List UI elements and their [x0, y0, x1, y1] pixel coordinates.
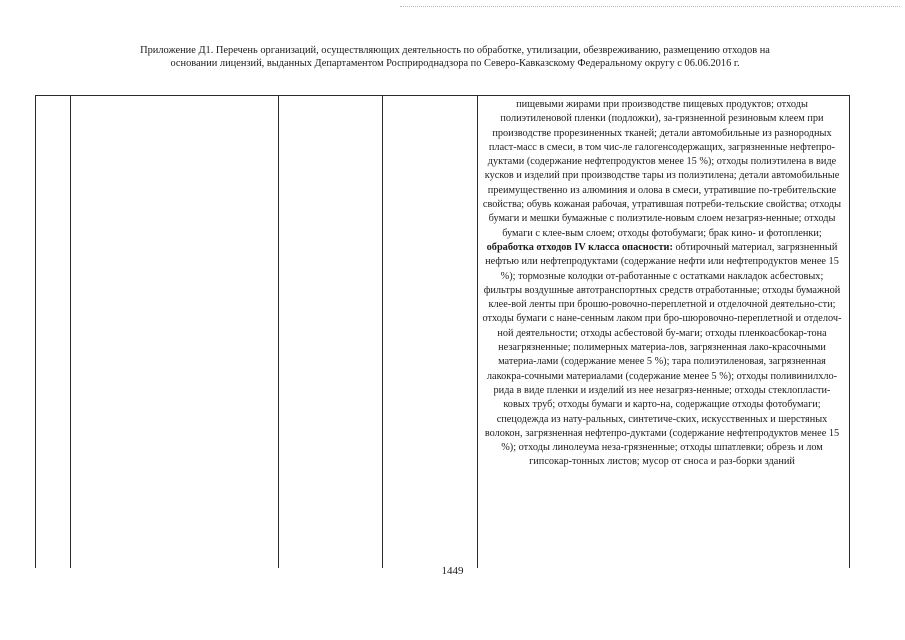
header-line-1: Приложение Д1. Перечень организаций, осуществляющих деятельность по обработке, утилизации, обезвреживанию, размещению отходов на: [140, 45, 770, 56]
waste-list-text: пищевыми жирами при производстве пищевых продуктов; отходы полиэтиленовой пленки (подложки), за-грязненной резиновым клеем при производстве прорезиненных тканей; детали автомобильные из разнородных пласт-масс в смеси, в том чис-ле галогенсодержащих, загрязненные нефтепро-дуктами (содержание нефтепродуктов менее 15 %); отходы полиэтилена в виде кусков и изделий при производстве тары из полиэтилена; детали автомобильные преимущественно из алюминия и олова в смеси, утратившие по-требительские свойства; обувь кожаная рабочая, утратившая потреби-тельские свойства; отходы бумаги и мешки бумажные с полиэтиле-новым слоем незагряз-ненные; отходы бумаги с клее-вым слоем; отходы фотобумаги; брак кино- и фотопленки;: [482, 99, 842, 239]
column-divider: [278, 96, 279, 568]
waste-class-heading: обработка отходов IV класса опасности:: [486, 241, 673, 253]
document-header: [60, 44, 850, 70]
licenses-table: [35, 95, 850, 568]
header-line-2: основании лицензий, выданных Департаментом Росприроднадзора по Северо-Кавказскому Федеральному округу с 06.06.2016 г.: [170, 58, 740, 69]
column-divider: [382, 96, 383, 568]
waste-list-text-continued: обтирочный материал, загрязненный нефтью или нефтепродуктами (содержание нефти или нефтепродуктов менее 15 %); тормозные колодки от-работанные с остатками накладок асбестовых; фильтры воздушные автотранспортных средств отработанные; отходы бумажной клее-вой ленты при брошю-ровочно-переплетной и отделочной деятельно-сти; отходы бумаги с нане-сенным лаком при бро-шюровочно-переплетной и отделоч-ной деятельности; отходы асбестовой бу-маги; отходы пленкоасбокар-тона незагрязненные; полимерных материа-лов, загрязненная лако-красочными материа-лами (содержание менее 5 %); тара полиэтиленовая, загрязненная лакокра-сочными материалами (содержание менее 5 %); отходы поливинилхло-рида в виде пленки и изделий из нее незагряз-ненные; отходы стеклопласти-ковых труб; отходы бумаги и карто-на, содержащие отходы фотобумаги; спецодежда из нату-ральных, синтетиче-ских, искусственных и шерстяных волокон, загрязненная нефтепро-дуктами (содержание нефтепродуктов менее 15 %); отходы линолеума неза-грязненные; отходы шпатлевки; обрезь и лом гипсокар-тонных листов; мусор от сноса и раз-борки зданий: [482, 241, 842, 468]
activity-description-cell: [482, 98, 842, 470]
column-divider: [70, 96, 71, 568]
column-divider: [477, 96, 478, 568]
scan-artifact: [400, 6, 900, 11]
page-number: 1449: [441, 565, 464, 577]
